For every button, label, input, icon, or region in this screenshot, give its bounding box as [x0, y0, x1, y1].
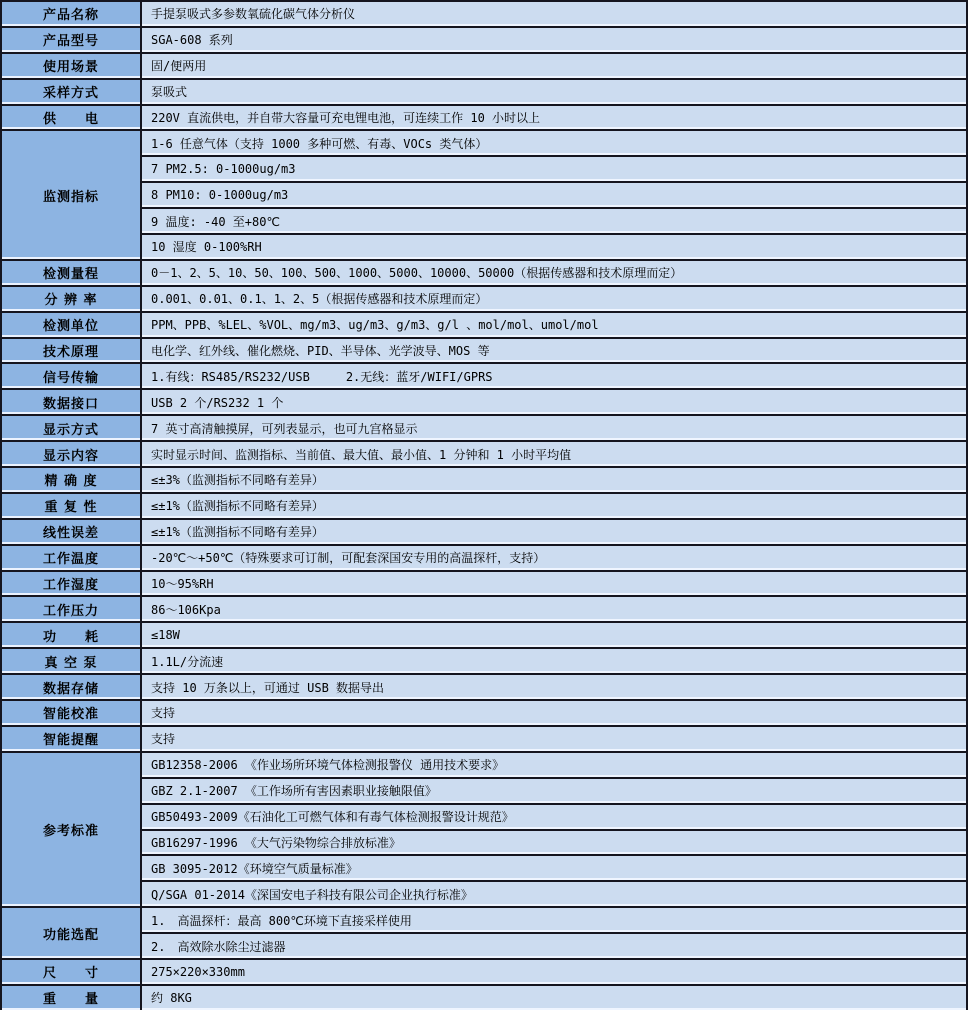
spec-value: GB16297-1996 《大气污染物综合排放标准》 — [141, 830, 967, 856]
table-row — [1, 959, 967, 985]
spec-label: 显示内容 — [1, 441, 141, 467]
table-row — [1, 286, 967, 312]
spec-value: SGA-608 系列 — [141, 27, 967, 53]
spec-label: 功 耗 — [1, 622, 141, 648]
spec-value: GB12358-2006 《作业场所环境气体检测报警仪 通用技术要求》 — [141, 752, 967, 778]
table-row — [1, 260, 967, 286]
spec-value: PPM、PPB、%LEL、%VOL、mg/m3、ug/m3、g/m3、g/l 、mol/mol、umol/mol — [141, 312, 967, 338]
table-row — [1, 985, 967, 1010]
spec-value: 1-6 任意气体（支持 1000 多种可燃、有毒、VOCs 类气体） — [141, 130, 967, 156]
table-row — [1, 726, 967, 752]
table-row — [1, 441, 967, 467]
spec-label: 智能提醒 — [1, 726, 141, 752]
table-row — [1, 596, 967, 622]
table-row — [1, 1, 967, 27]
spec-value: 电化学、红外线、催化燃烧、PID、半导体、光学波导、MOS 等 — [141, 338, 967, 364]
table-row — [1, 545, 967, 571]
table-row — [1, 571, 967, 597]
table-row — [1, 700, 967, 726]
spec-label: 产品型号 — [1, 27, 141, 53]
spec-label: 功能选配 — [1, 907, 141, 959]
spec-value: 10～95%RH — [141, 571, 967, 597]
table-row — [1, 182, 967, 208]
spec-label: 参考标准 — [1, 752, 141, 907]
spec-label: 监测指标 — [1, 130, 141, 259]
table-row — [1, 156, 967, 182]
table-row — [1, 855, 967, 881]
spec-value: 1.1L/分流速 — [141, 648, 967, 674]
spec-value: GB 3095-2012《环境空气质量标准》 — [141, 855, 967, 881]
spec-label: 信号传输 — [1, 363, 141, 389]
spec-value: 2. 高效除水除尘过滤器 — [141, 933, 967, 959]
spec-value: 约 8KG — [141, 985, 967, 1010]
spec-label: 技术原理 — [1, 338, 141, 364]
spec-label: 真 空 泵 — [1, 648, 141, 674]
table-row — [1, 415, 967, 441]
table-row — [1, 234, 967, 260]
spec-value: Q/SGA 01-2014《深国安电子科技有限公司企业执行标准》 — [141, 881, 967, 907]
spec-label: 显示方式 — [1, 415, 141, 441]
spec-label: 工作湿度 — [1, 571, 141, 597]
table-row — [1, 105, 967, 131]
spec-label: 工作温度 — [1, 545, 141, 571]
spec-label: 检测量程 — [1, 260, 141, 286]
spec-value: ≤±1%（监测指标不同略有差异） — [141, 493, 967, 519]
table-row — [1, 493, 967, 519]
table-row — [1, 881, 967, 907]
spec-value: USB 2 个/RS232 1 个 — [141, 389, 967, 415]
table-row — [1, 363, 967, 389]
table-row — [1, 467, 967, 493]
spec-label: 使用场景 — [1, 53, 141, 79]
spec-value: 支持 10 万条以上，可通过 USB 数据导出 — [141, 674, 967, 700]
spec-value: 手提泵吸式多参数氧硫化碳气体分析仪 — [141, 1, 967, 27]
spec-value: 7 PM2.5: 0-1000ug/m3 — [141, 156, 967, 182]
table-row — [1, 804, 967, 830]
spec-value: 0.001、0.01、0.1、1、2、5（根据传感器和技术原理而定） — [141, 286, 967, 312]
spec-value: ≤±3%（监测指标不同略有差异） — [141, 467, 967, 493]
spec-value: 泵吸式 — [141, 79, 967, 105]
table-row — [1, 933, 967, 959]
spec-label: 重 量 — [1, 985, 141, 1010]
spec-value: 275×220×330mm — [141, 959, 967, 985]
spec-label: 线性误差 — [1, 519, 141, 545]
spec-label: 工作压力 — [1, 596, 141, 622]
spec-value: 1. 高温探杆：最高 800℃环境下直接采样使用 — [141, 907, 967, 933]
spec-label: 精 确 度 — [1, 467, 141, 493]
spec-value: GBZ 2.1-2007 《工作场所有害因素职业接触限值》 — [141, 778, 967, 804]
spec-value: ≤±1%（监测指标不同略有差异） — [141, 519, 967, 545]
table-row — [1, 622, 967, 648]
table-row — [1, 53, 967, 79]
spec-value: ≤18W — [141, 622, 967, 648]
table-row — [1, 674, 967, 700]
table-row — [1, 130, 967, 156]
spec-label: 供 电 — [1, 105, 141, 131]
spec-value: 10 湿度 0-100%RH — [141, 234, 967, 260]
spec-value: 固/便两用 — [141, 53, 967, 79]
table-row — [1, 907, 967, 933]
table-row — [1, 208, 967, 234]
spec-label: 数据接口 — [1, 389, 141, 415]
spec-label: 检测单位 — [1, 312, 141, 338]
spec-label: 产品名称 — [1, 1, 141, 27]
spec-value: 支持 — [141, 700, 967, 726]
table-row — [1, 519, 967, 545]
table-row — [1, 312, 967, 338]
spec-label: 尺 寸 — [1, 959, 141, 985]
spec-value: 1.有线：RS485/RS232/USB 2.无线：蓝牙/WIFI/GPRS — [141, 363, 967, 389]
spec-value: 7 英寸高清触摸屏，可列表显示，也可九宫格显示 — [141, 415, 967, 441]
table-row — [1, 338, 967, 364]
spec-value: 实时显示时间、监测指标、当前值、最大值、最小值、1 分钟和 1 小时平均值 — [141, 441, 967, 467]
table-row — [1, 830, 967, 856]
table-row — [1, 79, 967, 105]
spec-value: 0－1、2、5、10、50、100、500、1000、5000、10000、50000（根据传感器和技术原理而定） — [141, 260, 967, 286]
spec-value: -20℃～+50℃（特殊要求可订制，可配套深国安专用的高温探杆，支持） — [141, 545, 967, 571]
table-row — [1, 389, 967, 415]
spec-value: 8 PM10: 0-1000ug/m3 — [141, 182, 967, 208]
table-row — [1, 27, 967, 53]
spec-value: 220V 直流供电，并自带大容量可充电锂电池，可连续工作 10 小时以上 — [141, 105, 967, 131]
spec-label: 重 复 性 — [1, 493, 141, 519]
spec-value: 支持 — [141, 726, 967, 752]
spec-value: 86～106Kpa — [141, 596, 967, 622]
spec-label: 采样方式 — [1, 79, 141, 105]
table-row — [1, 778, 967, 804]
table-row — [1, 752, 967, 778]
spec-value: GB50493-2009《石油化工可燃气体和有毒气体检测报警设计规范》 — [141, 804, 967, 830]
table-row — [1, 648, 967, 674]
spec-label: 分 辨 率 — [1, 286, 141, 312]
spec-label: 智能校准 — [1, 700, 141, 726]
spec-value: 9 温度: -40 至+80℃ — [141, 208, 967, 234]
spec-label: 数据存储 — [1, 674, 141, 700]
